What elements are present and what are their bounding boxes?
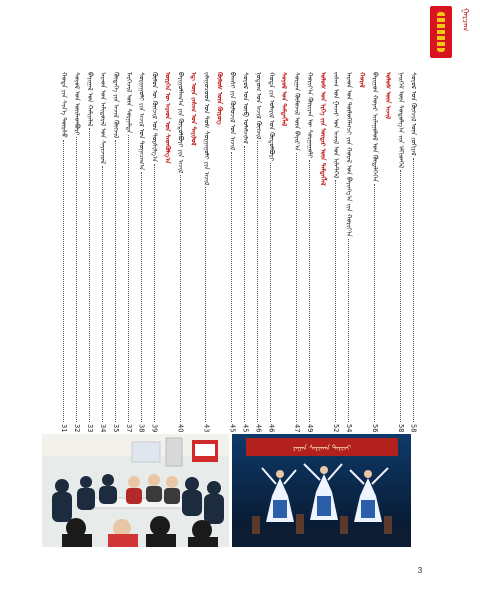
toc-page-number: 40 [176,423,185,432]
toc-dot-leader [348,239,350,422]
toc-title: ᠤᠯᠤᠰ ᠤᠨ ᠡᠷᠬᠡ ᠵᠢᠨ ᠦᠳᠡᠷ ᠦᠨ ᠲᠡᠮᠳᠡᠭᠯᠡᠯ [319,72,328,186]
toc-title: ᠬᠣᠷᠢᠶ᠎ᠠ ᠬᠦᠷᠢᠶᠡᠨ ᠦ ᠰᠤᠷᠭᠠᠭᠤᠯᠢ [306,72,315,159]
stage-banner-text: ᠶᠠᠭᠠᠨ ᠰᠠᠶᠢᠬᠠᠨ ᠲᠠᠶᠢᠵᠢ [292,444,352,452]
toc-dot-leader [180,175,182,421]
toc-heading [213,72,225,432]
toc-title: ᠬᠦᠮᠦᠨ ᠦ ᠬᠥᠭᠵᠢᠯ ᠤᠨ ᠲᠤᠷᠰᠢᠯᠭ᠎ᠠ [150,72,159,163]
toc-page-number: 45 [241,423,250,432]
toc-heading [162,72,174,432]
toc-entry[interactable] [200,72,212,432]
toc-title: ᠪᠠᠷᠢᠭᠤᠨ ᠬᠣᠶᠠᠷ ᠢᠢᠯᠠᠭᠤᠯᠤᠯ ᠤᠨ ᠬᠥᠳᠡᠯᠭᠡᠭᠡᠨ [370,72,379,182]
toc-title: ᠪᠠᠭᠰᠢ ᠶᠢᠨ ᠬᠦᠮᠦᠵᠢᠯ ᠤᠨ ᠠᠵᠢᠯ [228,72,237,151]
toc-dot-leader [309,160,311,421]
toc-entry[interactable] [395,72,407,432]
toc-title: ᠵᠠᠰᠠᠭ ᠤᠨ ᠭᠠᠵᠠᠷ ᠤᠨ ᠠᠵᠢᠯ ᠤᠨ ᠢᠯᠡᠲᠬᠡᠯ [332,72,341,179]
toc-dot-leader [205,187,207,421]
toc-entry[interactable] [226,72,238,432]
toc-heading [278,72,290,432]
toc-title: ᠬᠣᠲᠠ ᠶᠢᠨ ᠤᠯᠠᠷᠢᠯ ᠤᠨ ᠬᠥᠲᠦᠯᠪᠦᠷᠢ [267,72,276,162]
toc-page-number: 54 [344,423,353,432]
toc-title: ᠪᠠᠶᠢᠭᠤᠯᠯᠠᠭ᠎ᠠ ᠶᠢᠨ ᠬᠥᠲᠦᠯᠪᠦᠷᠢ ᠶᠢᠨ ᠠᠵᠢᠯ [176,72,185,174]
toc-dot-leader [141,172,143,421]
toc-dot-leader [154,164,156,421]
toc-page-number: 38 [137,423,146,432]
toc-title: ᠰᠤᠷᠭᠠᠭᠤᠯᠢ ᠶᠢᠨ ᠠᠵᠢᠯ ᠤᠨ ᠲᠣᠭᠠᠴᠠᠭ᠎ᠠ [137,72,146,171]
section-label-text: ᠭᠠᠷᠴᠠᠭ [461,8,470,32]
mongolian-script-emblem-icon [437,12,445,52]
meeting-photo [42,434,229,547]
toc-entry[interactable] [84,72,96,432]
toc-entry[interactable] [369,72,381,432]
toc-title: ᠤᠯᠤᠰ ᠦᠨ ᠠᠵᠢᠯ [383,72,392,120]
toc-entry[interactable] [239,72,251,432]
toc-page-number: 52 [332,423,341,432]
toc-title: ᠬᠤᠷᠠᠯ [357,72,366,88]
stage-performance-photo [232,434,411,547]
toc-title: ᠨᠡᠢᠭᠡᠮ ᠦᠨ ᠰᠤᠳᠤᠯᠭ᠎ᠠ ᠵᠢᠨ ᠡᠮᠬᠢᠳᠬᠡᠯ [396,72,405,169]
toc-entry[interactable] [265,72,277,432]
meeting-room-photo-icon [42,434,229,547]
toc-title: ᠬᠥᠳᠡᠭᠡ ᠶᠢᠨ ᠠᠵᠢᠯ ᠬᠥᠭᠵᠢᠯ [111,72,120,139]
toc-dot-leader [231,152,233,421]
toc-title: ᠰᠤᠶᠤᠯ ᠤᠨ ᠦᠢᠯᠡᠳᠪᠦᠷᠢ [72,72,81,136]
toc-entry[interactable] [97,72,109,432]
toc-entry[interactable] [71,72,83,432]
toc-title: ᠥᠷᠭᠡᠨ ᠦ ᠠᠷᠠᠳ ᠤᠨ ᠰᠡᠳᠬᠦᠯᠭ᠎ᠠ [163,72,172,164]
toc-page-number: 58 [409,423,418,432]
toc-entry[interactable] [58,72,70,432]
toc-page-number: 37 [124,423,133,432]
toc-page-number: 46 [254,423,263,432]
toc-entry[interactable] [408,72,420,432]
toc-page-number: 49 [306,423,315,432]
toc-title: ᠡᠳ᠋ ᠦᠨ ᠵᠠᠰᠠᠭ ᠤᠨ ᠲᠠᠶᠢᠯᠤᠯ [189,72,198,146]
toc-heading [317,72,329,432]
toc-heading [188,72,200,432]
toc-page-number: 43 [202,423,211,432]
toc-entry[interactable] [136,72,148,432]
toc-title: ᠰᠤᠶᠤᠯ ᠤᠨ ᠲᠡᠮᠳᠡᠭᠯᠡᠯ [280,72,289,127]
toc-title: ᠮᠡᠷᠭᠡᠵᠢᠯ ᠦᠨ ᠰᠤᠷᠭᠠᠯᠲᠠ [124,72,133,134]
toc-heading [356,72,368,432]
section-label [458,8,472,68]
toc-page-number: 35 [111,423,120,432]
toc-heading [382,72,394,432]
toc-entry[interactable] [252,72,264,432]
toc-entry[interactable] [149,72,161,432]
toc-dot-leader [400,170,402,421]
toc-title: ᠬᠣᠲᠠ ᠶᠢᠨ ᠰᠢᠨ᠎ᠡ ᠳᠦᠷᠰᠦ [60,72,68,138]
table-of-contents [58,72,420,432]
toc-dot-leader [76,137,78,421]
toc-title: ᠠᠷᠠᠳ ᠤᠨ ᠠᠮᠢᠳᠤᠷᠠᠯ ᠤᠨ ᠰᠠᠶᠢᠵᠢᠷᠠᠯ [98,72,107,164]
toc-entry[interactable] [343,72,355,432]
toc-title: ᠰᠤᠷᠭᠠᠨ ᠬᠦᠮᠦᠵᠢᠯ ᠦᠨ ᠪᠠᠶᠢᠷ᠎ᠠ [293,72,302,151]
toc-dot-leader [128,135,130,421]
page-number: 3 [417,566,423,575]
toc-dot-leader [413,158,415,422]
toc-entry[interactable] [110,72,122,432]
toc-title: ᠵᠠᠯᠠᠭᠤᠴᠤᠳ ᠤᠨ ᠳᠤᠰ ᠰᠤᠷᠭᠠᠭᠤᠯᠢ ᠶᠢᠨ ᠠᠵᠢᠯ [202,72,211,186]
toc-dot-leader [244,146,246,422]
toc-dot-leader [335,180,337,421]
toc-dot-leader [374,184,376,422]
toc-page-number: 56 [370,423,379,432]
toc-page-number: 46 [267,423,276,432]
toc-page-number: 33 [85,423,94,432]
toc-dot-leader [296,153,298,422]
toc-page-number: 47 [293,423,302,432]
toc-entry[interactable] [291,72,303,432]
toc-page-number: 58 [396,423,405,432]
toc-entry[interactable] [304,72,316,432]
toc-entry[interactable] [175,72,187,432]
toc-page-number: 34 [98,423,107,432]
toc-page-number: 31 [60,423,68,432]
toc-title: ᠬᠦᠮᠦᠰ ᠦᠨ ᠬᠥᠷᠥᠭ [215,72,224,125]
toc-title: ᠨᠤᠲᠤᠭ ᠤᠨ ᠠᠵᠢᠯ ᠬᠥᠭᠵᠢᠯ [254,72,263,140]
magazine-logo [430,6,452,58]
toc-title: ᠰᠤᠶᠤᠯ ᠤᠨ ᠬᠥᠭᠵᠢᠯ ᠦᠨ ᠵᠣᠬᠢᠶᠠᠯ [409,72,418,156]
toc-title: ᠠᠷᠠᠳ ᠤᠨ ᠲᠥᠯᠦᠭᠡᠯᠡᠭᠴᠢ ᠶᠢᠨ ᠬᠤᠷᠠᠯ ᠤᠨ ᠪᠠᠶᠢᠩᠭ᠎ᠠ ᠵᠢᠨ ᠬᠣᠷᠢᠶ᠎ᠠ [344,72,353,238]
toc-entry[interactable] [330,72,342,432]
toc-dot-leader [89,128,91,421]
toc-title: ᠰᠤᠶᠤᠯ ᠤᠨ ᠥᠪ ᠤᠯᠠᠮᠵᠢᠯᠠᠯ [241,72,250,144]
stage-dance-performance-photo-icon [232,434,411,547]
toc-dot-leader [270,163,272,422]
toc-page-number: 45 [228,423,237,432]
toc-dot-leader [257,141,259,421]
toc-title: ᠪᠠᠶᠢᠭᠠᠯ ᠤᠨ ᠬᠠᠮᠢᠶᠠᠯᠠᠯ [85,72,94,127]
toc-dot-leader [115,140,117,421]
toc-page-number: 32 [72,423,81,432]
toc-dot-leader [63,140,65,422]
toc-dot-leader [102,166,104,422]
toc-entry[interactable] [123,72,135,432]
toc-page-number: 39 [150,423,159,432]
